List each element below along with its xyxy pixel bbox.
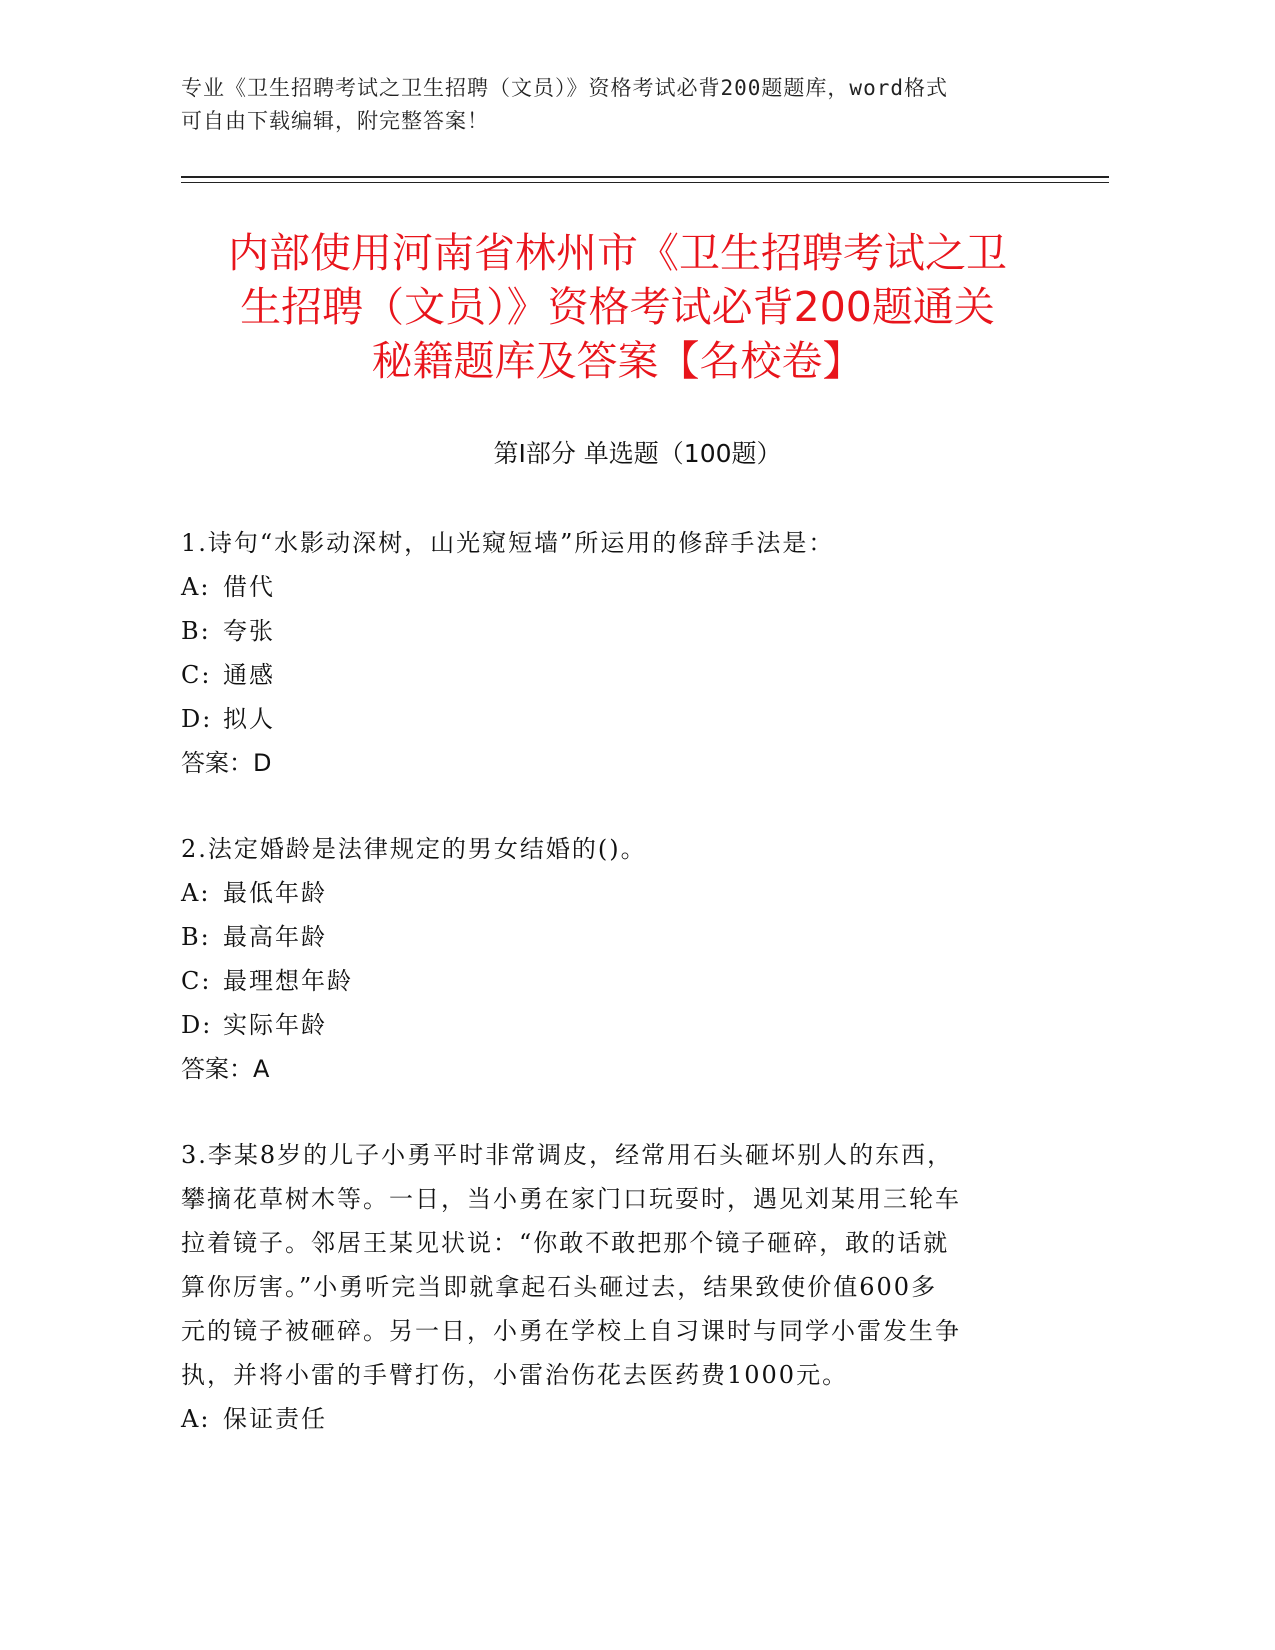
option-text: 最高年龄 [223, 923, 327, 951]
option-letter: A: [181, 573, 211, 601]
answer-label: 答案：D [181, 749, 272, 777]
answer-label: 答案：A [181, 1055, 270, 1083]
option-letter: A: [181, 879, 211, 907]
option-letter: B: [181, 617, 211, 645]
header-divider-thin [181, 182, 1109, 183]
option-a [181, 871, 1041, 915]
option-letter: A: [181, 1405, 211, 1433]
option-text: 最低年龄 [223, 879, 327, 907]
option-text: 实际年龄 [223, 1011, 327, 1039]
document-title-line-2: 生招聘（文员）》资格考试必背200题通关 [240, 283, 995, 331]
question-3 [181, 1133, 1041, 1441]
question-stem: 2.法定婚龄是法律规定的男女结婚的()。 [181, 835, 647, 863]
option-d [181, 1003, 1041, 1047]
option-c [181, 653, 1041, 697]
option-c [181, 959, 1041, 1003]
option-d [181, 697, 1041, 741]
header-note [181, 72, 1041, 138]
header-note-line-2: 可自由下载编辑，附完整答案！ [181, 109, 489, 133]
document-title-line-1: 内部使用河南省林州市《卫生招聘考试之卫 [228, 229, 1007, 277]
option-text: 拟人 [223, 705, 275, 733]
option-letter: D: [181, 1011, 213, 1039]
option-b [181, 609, 1041, 653]
option-letter: D: [181, 705, 213, 733]
option-letter: C: [181, 967, 212, 995]
question-stem-line: 攀摘花草树木等。一日，当小勇在家门口玩耍时，遇见刘某用三轮车 [181, 1185, 961, 1213]
option-b [181, 915, 1041, 959]
question-stem-line: 执，并将小雷的手臂打伤，小雷治伤花去医药费1000元。 [181, 1361, 849, 1389]
document-title-line-3: 秘籍题库及答案【名校卷】 [371, 337, 864, 385]
option-letter: B: [181, 923, 211, 951]
question-list [181, 521, 1041, 1483]
option-text: 借代 [223, 573, 275, 601]
document-title [185, 226, 1050, 388]
option-letter: C: [181, 661, 212, 689]
question-stem-line: 拉着镜子。邻居王某见状说：“你敢不敢把那个镜子砸碎，敢的话就 [181, 1229, 950, 1257]
option-text: 夸张 [223, 617, 275, 645]
question-stem-line: 算你厉害。”小勇听完当即就拿起石头砸过去，结果致使价值600多 [181, 1273, 938, 1301]
question-1 [181, 521, 1041, 785]
option-text: 通感 [223, 661, 275, 689]
question-stem: 1.诗句“水影动深树，山光窥短墙”所运用的修辞手法是： [181, 529, 835, 557]
header-note-line-1: 专业《卫生招聘考试之卫生招聘（文员）》资格考试必背200题题库，word格式 [181, 76, 948, 100]
option-a [181, 565, 1041, 609]
section-heading: 第Ⅰ部分 单选题（100题） [493, 439, 782, 468]
question-stem-line: 3.李某8岁的儿子小勇平时非常调皮，经常用石头砸坏别人的东西， [181, 1141, 954, 1169]
option-a [181, 1397, 1041, 1441]
option-text: 最理想年龄 [223, 967, 353, 995]
option-text: 保证责任 [223, 1405, 327, 1433]
question-2 [181, 827, 1041, 1091]
header-divider-thick [181, 176, 1109, 178]
question-stem-line: 元的镜子被砸碎。另一日，小勇在学校上自习课时与同学小雷发生争 [181, 1317, 961, 1345]
